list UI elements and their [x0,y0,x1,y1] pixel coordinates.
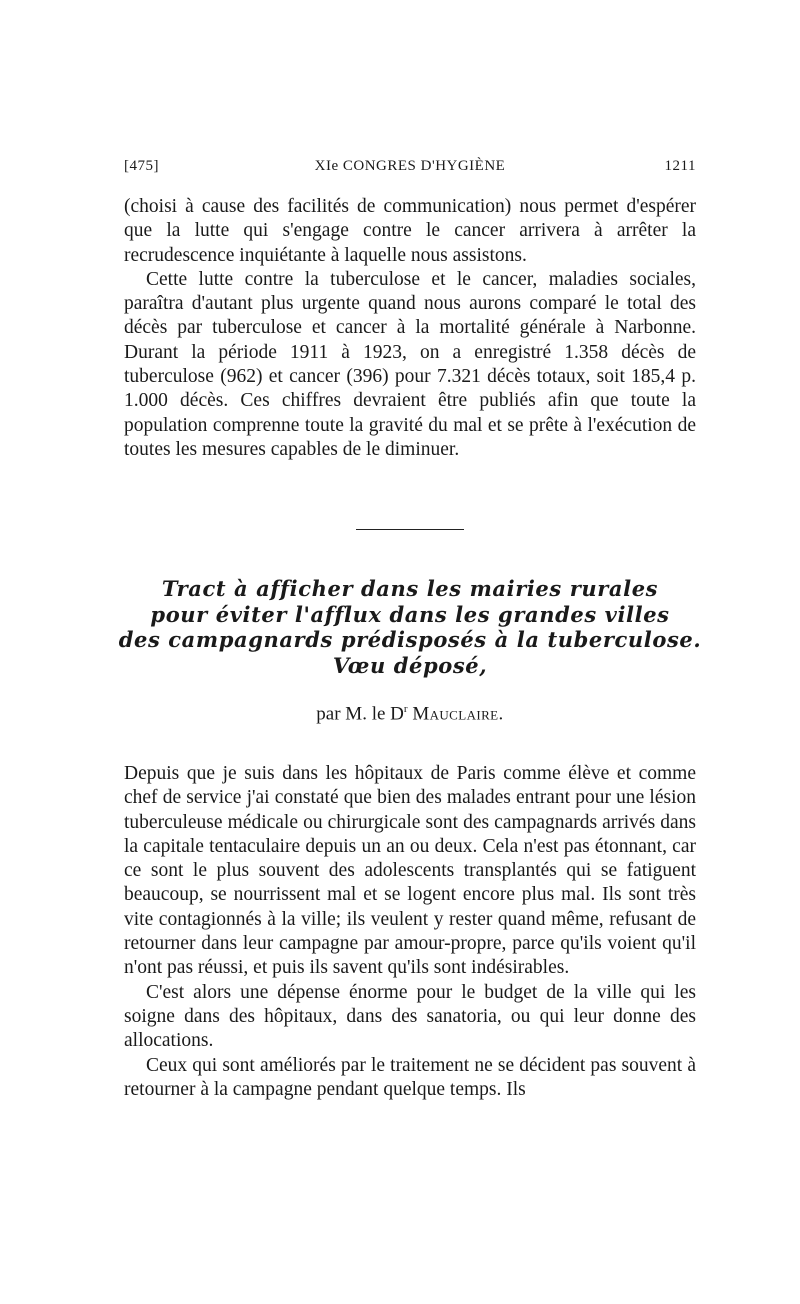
byline-prefix: par M. le D [316,703,404,725]
byline-superscript: r [403,703,408,715]
body-text-bottom [124,762,696,1102]
section-divider [356,529,464,530]
page-number: 1211 [664,158,696,174]
author-name: Mauclaire. [412,703,504,725]
running-title: XIe CONGRES D'HYGIÈNE [314,158,506,174]
paragraph: Cette lutte contre la tuberculose et le cancer, maladies sociales, paraîtra d'autant plus urgente quand nous aurons comparé le total des décès par tuberculose et cancer à la mortalité générale à Narbonne. Durant la période 1911 à 1923, on a enregistré 1.358 décès de tuberculose (962) et cancer (396) pour 7.321 décès totaux, soit 185,4 p. 1.000 décès. Ces chiffres devraient être publiés afin que toute la population comprenne toute la gravité du mal et se prête à l'exécution de toutes les mesures capables de le diminuer. [124,268,696,460]
title-line: pour éviter l'afflux dans les grandes villes [150,601,670,627]
page-reference: [475] [124,158,159,174]
running-header [124,158,696,180]
section-title [100,576,720,678]
author-byline [124,703,696,725]
paragraph: (choisi à cause des facilités de communication) nous permet d'espérer que la lutte qui s'engage contre le cancer arrivera à arrêter la recrudescence inquiétante à laquelle nous assistons. [124,196,696,266]
body-text-top [124,195,696,462]
title-line: Vœu déposé, [332,652,488,678]
title-line: Tract à afficher dans les mairies rurales [161,576,659,601]
paragraph: C'est alors une dépense énorme pour le budget de la ville qui les soigne dans des hôpitaux, dans des sanatoria, ou qui leur donne des allocations. [124,981,696,1052]
paragraph: Depuis que je suis dans les hôpitaux de Paris comme élève et comme chef de service j'ai constaté que bien des malades entrant pour une lésion tuberculeuse médicale ou chirurgicale sont des campagnards arrivés dans la capitale tentaculaire depuis un an ou deux. Cela n'est pas étonnant, car ce sont le plus souvent des adolescents transplantés qui se fatiguent beaucoup, se nourrissent mal et se logent encore plus mal. Ils sont très vite contagionnés à la ville; ils veulent y rester quand même, refusant de retourner dans leur campagne par amour-propre, parce qu'ils voient qu'il n'ont pas réussi, et puis ils savent qu'ils sont indésirables. [124,763,696,979]
title-line: des campagnards prédisposés à la tuberculose. [118,627,702,652]
paragraph: Ceux qui sont améliorés par le traitement ne se décident pas souvent à retourner à la campagne pendant quelque temps. Ils [124,1054,696,1100]
